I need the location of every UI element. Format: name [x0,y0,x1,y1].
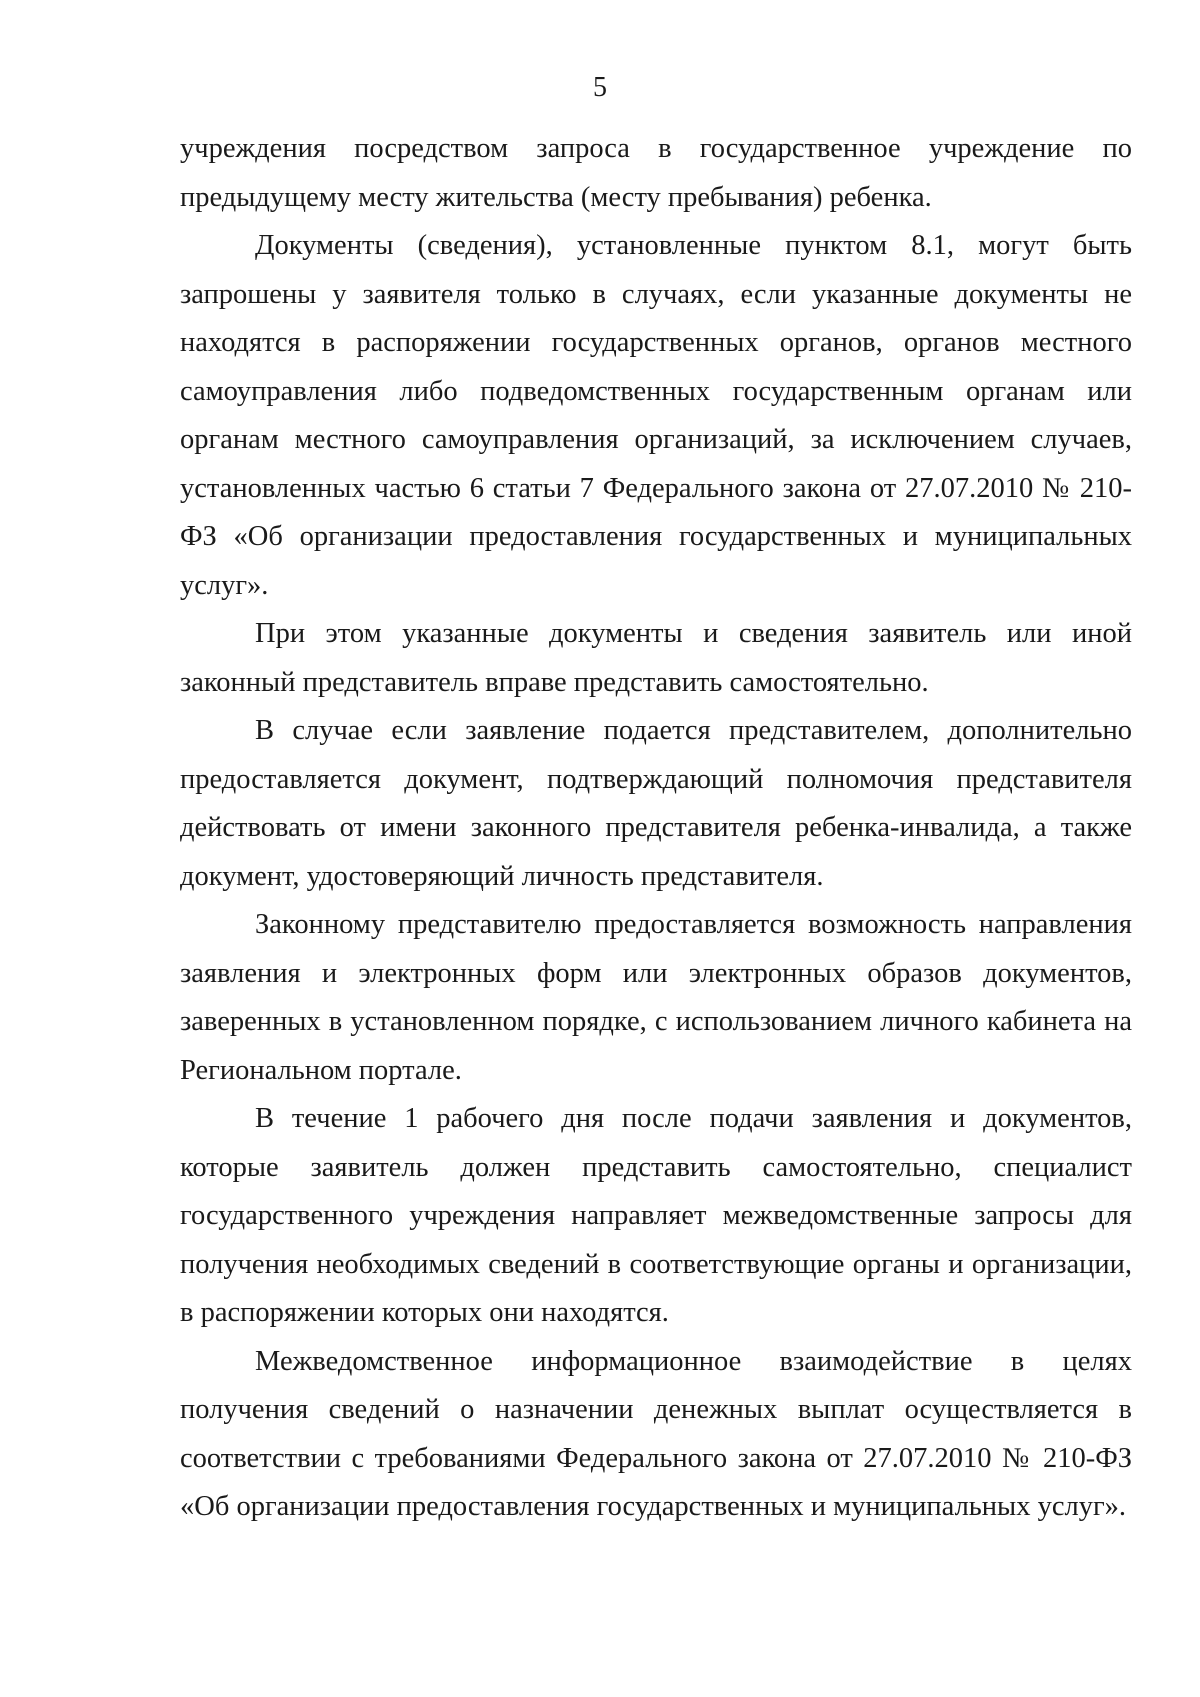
paragraph-representative: В случае если заявление подается представителем, дополнительно предоставляется документ, подтверждающий полномочия представителя действовать от имени законного представителя ребенка-инвалида, а также документ, удостоверяющий личность представителя. [180,715,1132,892]
document-body [180,125,1132,1532]
paragraph-electronic-submission: Законному представителю предоставляется возможность направления заявления и электронных форм или электронных образов документов, заверенных в установленном порядке, с использованием личного кабинета на Региональном портале. [180,909,1132,1086]
paragraph-documents-requested: Документы (сведения), установленные пунктом 8.1, могут быть запрошены у заявителя только в случаях, если указанные документы не находятся в распоряжении государственных органов, органов местного самоуправления либо подведомственных государственным органам или органам местного самоуправления организаций, за исключением случаев, установленных частью 6 статьи 7 Федерального закона от 27.07.2010 № 210-ФЗ «Об организации предоставления государственных и муниципальных услуг». [180,230,1132,601]
paragraph-self-submission: При этом указанные документы и сведения заявитель или иной законный представитель вправе представить самостоятельно. [180,618,1132,698]
paragraph-continuation: учреждения посредством запроса в государственное учреждение по предыдущему месту жительства (месту пребывания) ребенка. [180,133,1132,213]
page-number: 5 [593,72,607,103]
paragraph-interagency-requests: В течение 1 рабочего дня после подачи заявления и документов, которые заявитель должен представить самостоятельно, специалист государственного учреждения направляет межведомственные запросы для получения необходимых сведений в соответствующие органы и организации, в распоряжении которых они находятся. [180,1103,1132,1328]
paragraph-interagency-interaction: Межведомственное информационное взаимодействие в целях получения сведений о назначении денежных выплат осуществляется в соответствии с требованиями Федерального закона от 27.07.2010 № 210-ФЗ «Об организации предоставления государственных и муниципальных услуг». [180,1345,1132,1522]
